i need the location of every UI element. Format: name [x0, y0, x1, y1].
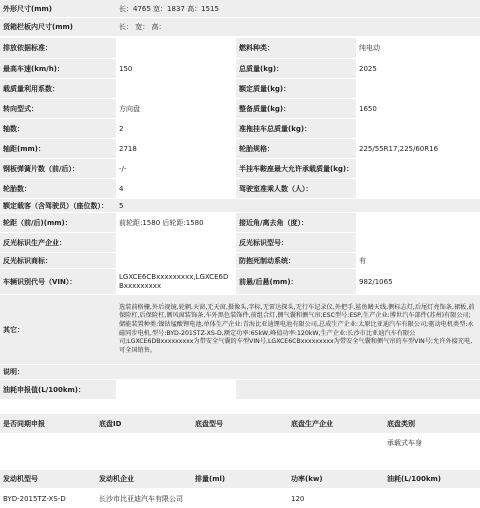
engine-displacement-value — [192, 489, 288, 508]
engine-header-row — [0, 470, 480, 488]
fuel-type-label: 燃料种类： — [239, 44, 274, 52]
saddle-load-label: 半挂车鞍座最大允许承载质量(kg)： — [239, 164, 354, 173]
leaf-springs-value: -/- — [116, 159, 236, 178]
dimensions-value: 长：4765 宽：1837 高：1515 — [116, 0, 480, 17]
max-speed-value: 150 — [116, 59, 236, 78]
reflector-model-value — [356, 233, 480, 252]
saddle-load-value — [356, 159, 480, 178]
row-fuel-consumption — [0, 380, 480, 399]
trailer-mass-label: 准拖挂车总质量(kg)： — [239, 124, 312, 133]
engine-model-value: BYD-2015TZ-XS-D — [3, 494, 66, 503]
engine-header-displacement: 排量(ml) — [195, 475, 226, 483]
abs-value: 有 — [356, 253, 480, 268]
reflector-maker-label: 反光标识生产企业： — [3, 238, 66, 247]
chassis-header-id: 底盘ID — [99, 419, 122, 428]
row-wheelbase — [0, 139, 480, 158]
dimensions-label: 外形尺寸(mm) — [3, 4, 52, 13]
other-label: 其它： — [3, 325, 24, 334]
reflector-maker-value — [116, 233, 236, 252]
steering-label: 转向型式： — [3, 104, 38, 113]
chassis-header-type: 底盘类别 — [387, 419, 415, 428]
rated-mass-value — [356, 79, 480, 98]
row-track — [0, 213, 480, 232]
emission-standard-value — [116, 38, 236, 58]
overhang-value: 982/1065 — [356, 269, 480, 294]
tire-spec-value: 225/55R17,225/60R16 — [356, 139, 480, 158]
vin-value — [116, 269, 236, 294]
chassis-header-model: 底盘型号 — [195, 419, 223, 428]
load-factor-value — [116, 79, 236, 98]
vin-label: 车辆识别代号（VIN）： — [3, 277, 77, 286]
fuel-consumption-label: 油耗申报值(L/100km)： — [3, 385, 85, 394]
chassis-id-value — [96, 434, 192, 452]
row-steering — [0, 99, 480, 118]
note-value — [116, 365, 480, 379]
row-vin — [0, 269, 480, 294]
tire-count-value: 4 — [116, 179, 236, 198]
chassis-model-value — [192, 434, 288, 452]
note-label: 说明： — [3, 368, 24, 376]
row-seats — [0, 199, 480, 212]
reflector-model-label: 反光标识型号： — [239, 238, 288, 247]
overhang-label: 前悬/后悬(mm)： — [239, 277, 298, 286]
rated-mass-label: 额定质量(kg)： — [239, 84, 291, 93]
cab-passengers-label: 驾驶室准乘人数（人）： — [239, 184, 313, 193]
row-cargo-dimensions — [0, 18, 480, 36]
engine-header-power: 功率(kw) — [291, 475, 323, 483]
row-speed-mass — [0, 59, 480, 78]
engine-consumption-value — [384, 489, 480, 508]
engine-header-maker: 发动机企业 — [99, 475, 134, 483]
vin-line-2: Bxxxxxxxxx — [119, 281, 162, 290]
fuel-consumption-value — [116, 380, 236, 399]
chassis-value-row — [0, 434, 480, 452]
reflector-brand-value — [116, 253, 236, 268]
trailer-mass-value — [356, 119, 480, 138]
chassis-header-sync: 是否同期申报 — [3, 419, 45, 428]
engine-power-value: 120 — [291, 494, 305, 503]
cargo-dimensions-value: 长： 宽： 高： — [119, 23, 166, 31]
curb-mass-value: 1650 — [356, 99, 480, 118]
wheelbase-value: 2718 — [116, 139, 236, 158]
fuel-type-value: 纯电动 — [356, 38, 480, 58]
row-dimensions — [0, 0, 480, 17]
max-speed-label: 最高车速(km/h)： — [3, 64, 64, 73]
tire-spec-label: 轮胎规格： — [239, 144, 274, 153]
curb-mass-label: 整备质量(kg)： — [239, 104, 291, 113]
chassis-header-maker: 底盘生产企业 — [291, 419, 333, 428]
row-note — [0, 365, 480, 379]
axles-label: 轴数： — [3, 124, 24, 133]
row-other — [0, 295, 480, 364]
chassis-header-row — [0, 414, 480, 433]
abs-label: 防抱死制动系统： — [239, 256, 295, 265]
row-emission-fuel — [0, 38, 480, 58]
seats-label: 额定载客（含驾驶员）（座位数）： — [3, 201, 108, 210]
emission-standard-label: 排放依据标准： — [3, 44, 52, 52]
approach-angle-label: 接近角/离去角（度）： — [239, 218, 309, 227]
row-tires — [0, 179, 480, 198]
cab-passengers-value — [356, 179, 480, 198]
steering-value: 方向盘 — [116, 99, 236, 118]
row-load-factor — [0, 79, 480, 98]
engine-value-row — [0, 489, 480, 508]
seats-value: 5 — [119, 201, 124, 210]
track-label: 轮距（前/后)(mm)： — [3, 218, 72, 227]
total-mass-value: 2025 — [356, 59, 480, 78]
vin-line-1: LGXCE6CBxxxxxxxxx,LGXCE6D — [119, 272, 229, 281]
row-leaf-springs — [0, 159, 480, 178]
engine-header-consumption: 油耗(L/100km) — [387, 475, 441, 483]
total-mass-label: 总质量(kg)： — [239, 64, 284, 73]
leaf-springs-label: 钢板弹簧片数（前/后）： — [3, 164, 80, 173]
axles-value: 2 — [116, 119, 236, 138]
row-axles — [0, 119, 480, 138]
chassis-maker-value — [288, 434, 384, 452]
wheelbase-label: 轴距(mm)： — [3, 144, 45, 153]
cargo-dimensions-label: 货箱栏板内尺寸(mm) — [3, 23, 73, 31]
tire-count-label: 轮胎数： — [3, 184, 31, 193]
chassis-sync-value — [0, 434, 96, 452]
engine-header-model: 发动机型号 — [3, 475, 38, 483]
row-reflector — [0, 233, 480, 252]
other-value: 选装前格栅,外后视镜,轮辋,天窗,无天窗,摄像头,字标,无雷达探头,无行车记录仪,外把手,鲨鱼鳍天线,侧标志灯,后尾灯亮饰条,裙板,前保险杠,后保险杠,侧风窗装饰条,车外黑色装饰件,前组合灯,侧气囊和侧气帘;ESC型号:ESP,生产企业:博世汽车部件(苏州)有限公司;储能装置种类:镍钴锰酸锂电池,单体生产企业:青海比亚迪锂电池有限公司,总成生产企业:太原比亚迪汽车有限公司;驱动电机类型:永磁同步电机,型号:BYD-2015TZ-XS-D,额定功率:65kW,峰值功率:120kW,生产企业:长沙市比亚迪汽车有限公司;LGXCE6DBxxxxxxxxx为带安全气囊的车型VIN号,LGXCE6CBxxxxxxxxx为带安全气囊和侧气帘的车型VIN号;允许外接充电,可全国销售。 — [119, 303, 475, 354]
load-factor-label: 载质量利用系数： — [3, 84, 59, 93]
row-reflector-brand — [0, 253, 480, 268]
reflector-brand-label: 反光标识商标： — [3, 256, 52, 265]
engine-maker-value: 长沙市比亚迪汽车有限公司 — [99, 494, 183, 503]
track-value: 前轮距:1580 后轮距:1580 — [116, 213, 236, 232]
approach-angle-value — [356, 213, 480, 232]
chassis-type-value: 承载式车身 — [387, 439, 422, 447]
